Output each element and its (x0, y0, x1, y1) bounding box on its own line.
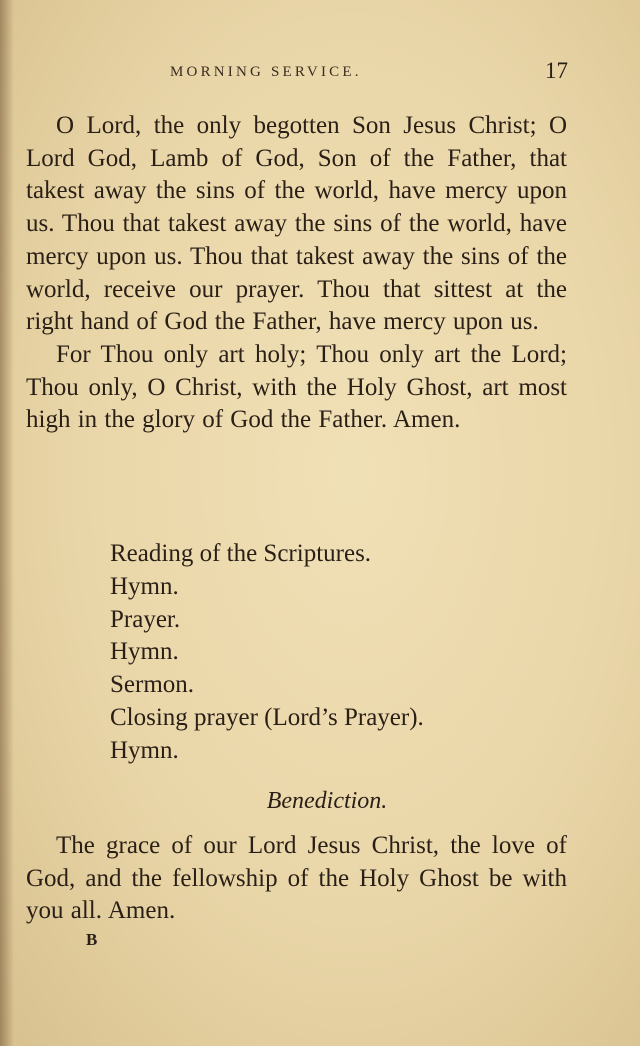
page-number: 17 (545, 58, 568, 83)
page-header (0, 58, 640, 92)
running-head: MORNING SERVICE. (170, 64, 362, 80)
paragraph-thou-only-art-holy: For Thou only art holy; Thou only art the Lord; Thou only, O Christ, with the Holy Ghost, art most high in the glory of God the Father. Amen. (26, 340, 567, 434)
list-item: Hymn. (110, 572, 179, 600)
order-of-service-list (110, 538, 424, 768)
benediction-heading: Benediction. (266, 788, 388, 814)
list-item: Hymn. (110, 736, 179, 764)
gloria-text (26, 110, 567, 437)
list-item: Closing prayer (Lord’s Prayer). (110, 703, 424, 731)
list-item: Sermon. (110, 671, 195, 699)
list-item: Reading of the Scriptures. (110, 540, 372, 567)
benediction-block (26, 830, 567, 928)
list-item: Prayer. (110, 605, 181, 633)
benediction-text: The grace of our Lord Jesus Christ, the love of God, and the fellowship of the Holy Ghost be with you all. Amen. (26, 832, 567, 925)
paragraph-lamb-of-god: O Lord, the only begotten Son Jesus Christ; O Lord God, Lamb of God, Son of the Father, that takest away the sins of the world, have mercy upon us. Thou that takest away the sins of the world, have mercy upon us. Thou that takest away the sins of the world, receive our prayer. Thou that sittest at the right hand of God the Father, have mercy upon us. (26, 112, 567, 336)
spine-shadow (0, 0, 14, 1046)
signature-mark: B (86, 930, 98, 949)
list-item: Hymn. (110, 638, 179, 666)
